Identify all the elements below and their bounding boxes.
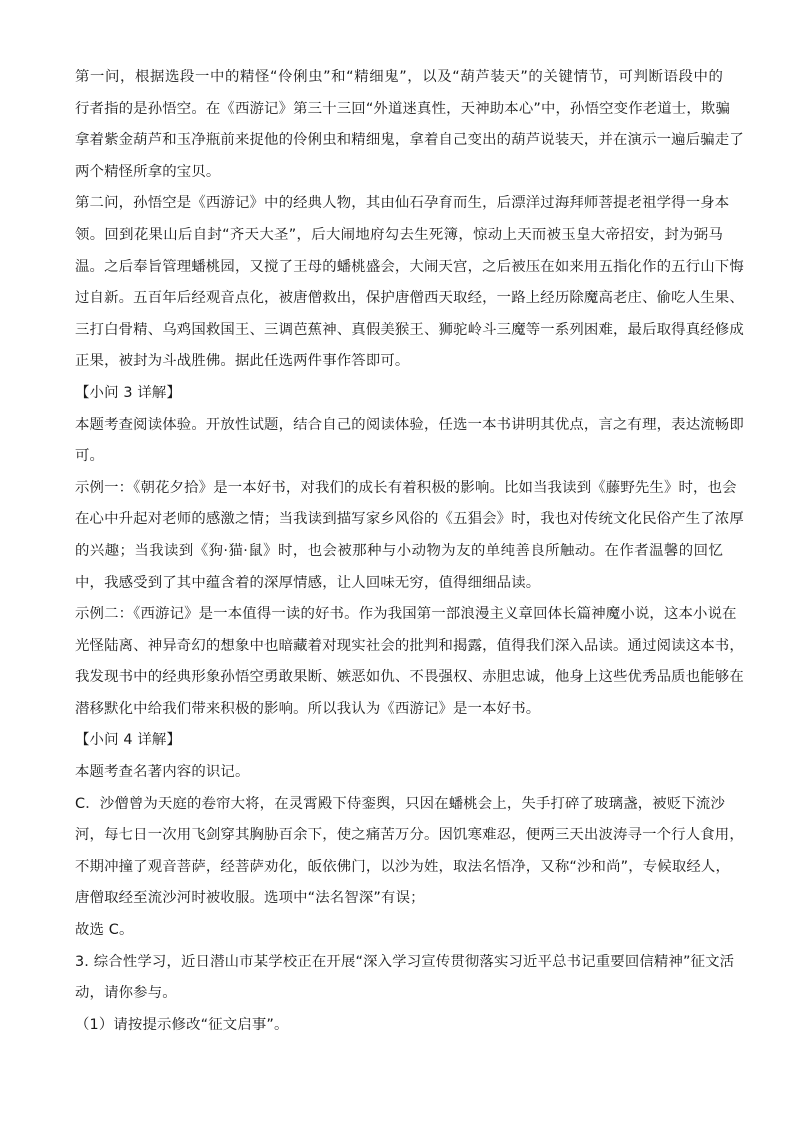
text-line: 温。之后奉旨管理蟠桃园，又搅了王母的蟠桃盛会，大闹天宫，之后被压在如来用五指化作的五行山下悔 bbox=[75, 258, 744, 275]
text-line: 中，我感受到了其中蕴含着的深厚情感，让人回味无穷，值得细细品读。 bbox=[75, 574, 541, 591]
text-line: 领。回到花果山后自封“齐天大圣”，后大闹地府勾去生死簿，惊动上天而被玉皇大帝招安，封为弼马 bbox=[75, 226, 723, 243]
text-line: 的兴趣；当我读到《狗·猫·鼠》时，也会被那种与小动物为友的单纯善良所触动。在作者温馨的回忆 bbox=[75, 542, 723, 559]
text-line: 光怪陆离、神异奇幻的想象中也暗藏着对现实社会的批判和揭露，值得我们深入品读。通过阅读这本书， bbox=[75, 637, 744, 654]
text-line: 两个精怪所拿的宝贝。 bbox=[75, 163, 221, 180]
text-line: 过自新。五百年后经观音点化，被唐僧救出，保护唐僧西天取经，一路上经历除魔高老庄、偷吃人生果、 bbox=[75, 290, 744, 307]
text-line: 【小问 4 详解】 bbox=[75, 732, 181, 749]
text-line: 可。 bbox=[75, 448, 105, 465]
text-line: 行者指的是孙悟空。在《西游记》第三十三回“外道迷真性，天神助本心”中，孙悟空变作老道士，欺骗 bbox=[75, 100, 731, 117]
text-line: 3. 综合性学习，近日潜山市某学校正在开展“深入学习宣传贯彻落实习近平总书记重要回信精神”征文活 bbox=[75, 953, 735, 970]
text-line: 拿着紫金葫芦和玉净瓶前来捉他的伶俐虫和精细鬼，拿着自己变出的葫芦说装天，并在演示一遍后骗走了 bbox=[75, 132, 744, 149]
text-line: 示例二：《西游记》是一本值得一读的好书。作为我国第一部浪漫主义章回体长篇神魔小说，这本小说在 bbox=[75, 606, 737, 623]
text-line: 河，每七日一次用飞剑穿其胸胁百余下，使之痛苦万分。因饥寒难忍，便两三天出波涛寻一个行人食用， bbox=[75, 827, 744, 844]
text-line: 故选 C。 bbox=[75, 922, 134, 939]
text-line: C．沙僧曾为天庭的卷帘大将，在灵霄殿下侍銮舆，只因在蟠桃会上，失手打碎了玻璃盏，被贬下流沙 bbox=[75, 795, 725, 812]
text-line: 【小问 3 详解】 bbox=[75, 384, 181, 401]
text-line: 我发现书中的经典形象孙悟空勇敢果断、嫉恶如仇、不畏强权、赤胆忠诚，他身上这些优秀品质也能够在 bbox=[75, 669, 744, 686]
text-line: 示例一：《朝花夕拾》是一本好书，对我们的成长有着积极的影响。比如当我读到《藤野先生》时，也会 bbox=[75, 479, 737, 496]
text-line: 第二问，孙悟空是《西游记》中的经典人物，其由仙石孕育而生，后漂洋过海拜师菩提老祖学得一身本 bbox=[75, 195, 730, 212]
text-line: 唐僧取经至流沙河时被收服。选项中“法名智深”有误； bbox=[75, 890, 425, 907]
document-page bbox=[75, 62, 744, 1041]
text-line: 本题考查名著内容的识记。 bbox=[75, 764, 250, 781]
text-line: 三打白骨精、乌鸡国救国王、三调芭蕉神、真假美猴王、狮驼岭斗三魔等一系列困难，最后取得真经修成 bbox=[75, 321, 744, 338]
text-line: 在心中升起对老师的感激之情；当我读到描写家乡风俗的《五猖会》时，我也对传统文化民俗产生了浓厚 bbox=[75, 511, 744, 528]
text-line: 第一问，根据选段一中的精怪“伶俐虫”和“精细鬼”，以及“葫芦装天”的关键情节，可判断语段中的 bbox=[75, 69, 723, 85]
text-line: 潜移默化中给我们带来积极的影响。所以我认为《西游记》是一本好书。 bbox=[75, 700, 541, 717]
text-line: 正果，被封为斗战胜佛。据此任选两件事作答即可。 bbox=[75, 353, 410, 370]
text-line: 动，请你参与。 bbox=[75, 985, 177, 1002]
text-line: （1）请按提示修改“征文启事”。 bbox=[75, 1016, 289, 1033]
text-line: 本题考查阅读体验。开放性试题，结合自己的阅读体验，任选一本书讲明其优点，言之有理，表达流畅即 bbox=[75, 416, 744, 433]
text-line: 不期冲撞了观音菩萨，经菩萨劝化，皈依佛门，以沙为姓，取法名悟净，又称“沙和尚”，专候取经人， bbox=[75, 858, 731, 875]
